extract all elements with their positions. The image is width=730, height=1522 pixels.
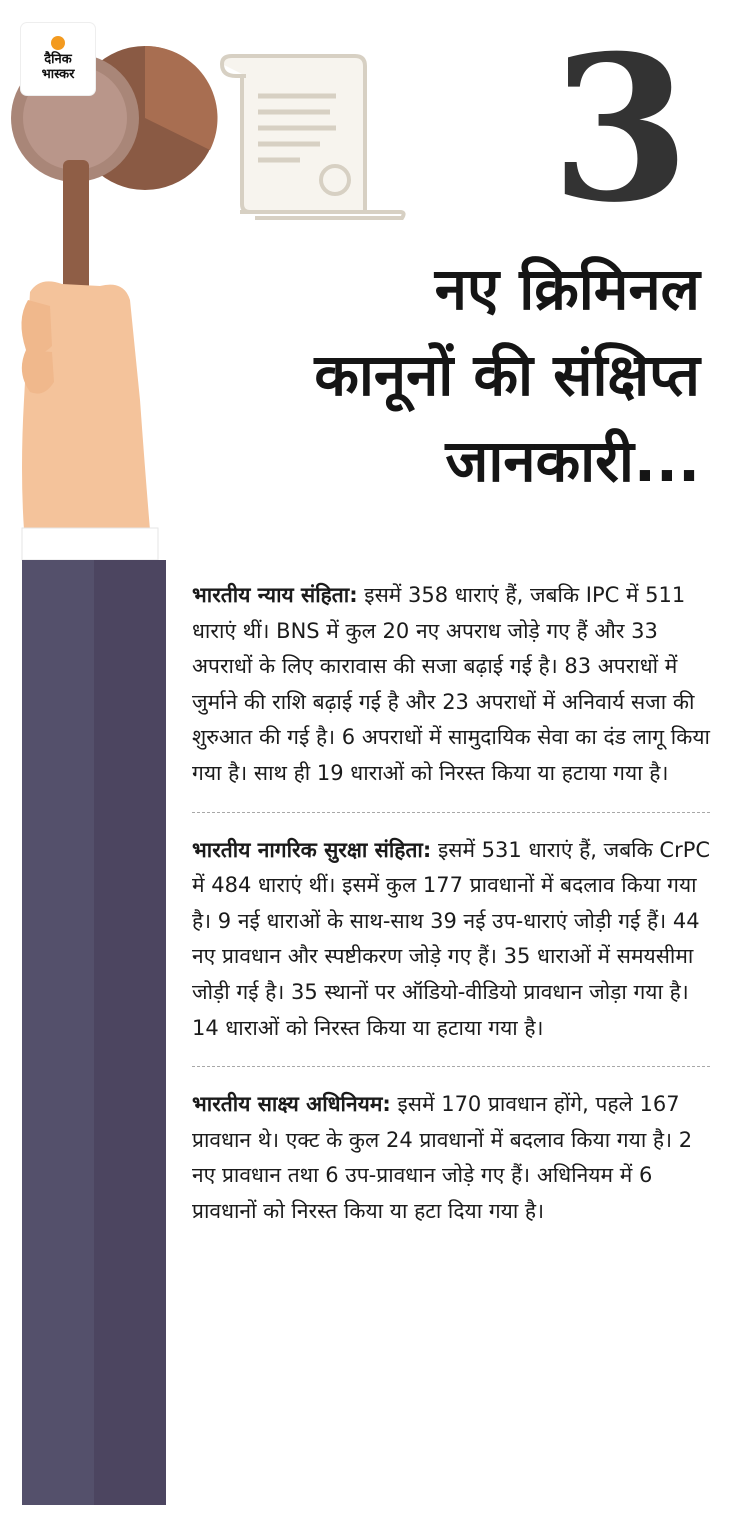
section-bharatiya-nagarik-suraksha-sanhita	[192, 833, 712, 1047]
section-text: इसमें 358 धाराएं हैं, जबकि IPC में 511 धाराएं थीं। BNS में कुल 20 नए अपराध जोड़े गए हैं और 33 अपराधों के लिए कारावास की सजा बढ़ाई गई है। 83 अपराधों में जुर्माने की राशि बढ़ाई गई है और 23 अपराधों में अनिवार्य सजा की शुरुआत की गई है। 6 अपराधों में सामुदायिक सेवा का दंड लागू किया गया है। साथ ही 19 धाराओं को निरस्त किया या हटाया गया है।	[192, 583, 710, 785]
dainik-bhaskar-logo	[21, 23, 95, 95]
section-text: इसमें 170 प्रावधान होंगे, पहले 167 प्रावधान थे। एक्ट के कुल 24 प्रावधानों में बदलाव किया गया है। 2 नए प्रावधान तथा 6 उप-प्रावधान जोड़े गए हैं। अधिनियम में 6 प्रावधानों को निरस्त किया या हटा दिया गया है।	[192, 1092, 693, 1223]
dashed-divider	[192, 1066, 710, 1067]
logo-line-1: दैनिक	[44, 52, 72, 67]
headline-line-1: नए क्रिमिनल	[434, 255, 700, 323]
coat-sleeve	[22, 560, 166, 1505]
headline-number: 3	[550, 12, 690, 247]
section-lead: भारतीय न्याय संहिता:	[192, 583, 358, 607]
section-bharatiya-sakshya-adhiniyam	[192, 1087, 712, 1229]
sun-dot-icon	[51, 36, 65, 50]
document-scroll-icon	[222, 56, 404, 218]
hand-icon	[21, 281, 150, 530]
content-column	[192, 578, 712, 1230]
section-lead: भारतीय नागरिक सुरक्षा संहिता:	[192, 837, 432, 862]
shirt-cuff	[22, 528, 158, 560]
section-bharatiya-nyaya-sanhita	[192, 578, 712, 792]
headline-line-2: कानूनों की संक्षिप्त	[314, 341, 700, 409]
section-lead: भारतीय साक्ष्य अधिनियम:	[192, 1092, 391, 1117]
headline	[180, 246, 700, 504]
headline-line-3: जानकारी...	[445, 427, 700, 495]
logo-line-2: भास्कर	[41, 67, 75, 82]
section-text: इसमें 531 धाराएं हैं, जबकि CrPC में 484 धाराएं थीं। इसमें कुल 177 प्रावधानों में बदलाव किया गया है। 9 नई धाराओं के साथ-साथ 39 नई उप-धाराएं जोड़ी गई हैं। 44 नए प्रावधान और स्पष्टीकरण जोड़े गए हैं। 35 धाराओं में समयसीमा जोड़ी गई है। 35 स्थानों पर ऑडियो-वीडियो प्रावधान जोड़ा गया है। 14 धाराओं को निरस्त किया या हटाया गया है।	[192, 837, 711, 1040]
dashed-divider	[192, 812, 710, 813]
